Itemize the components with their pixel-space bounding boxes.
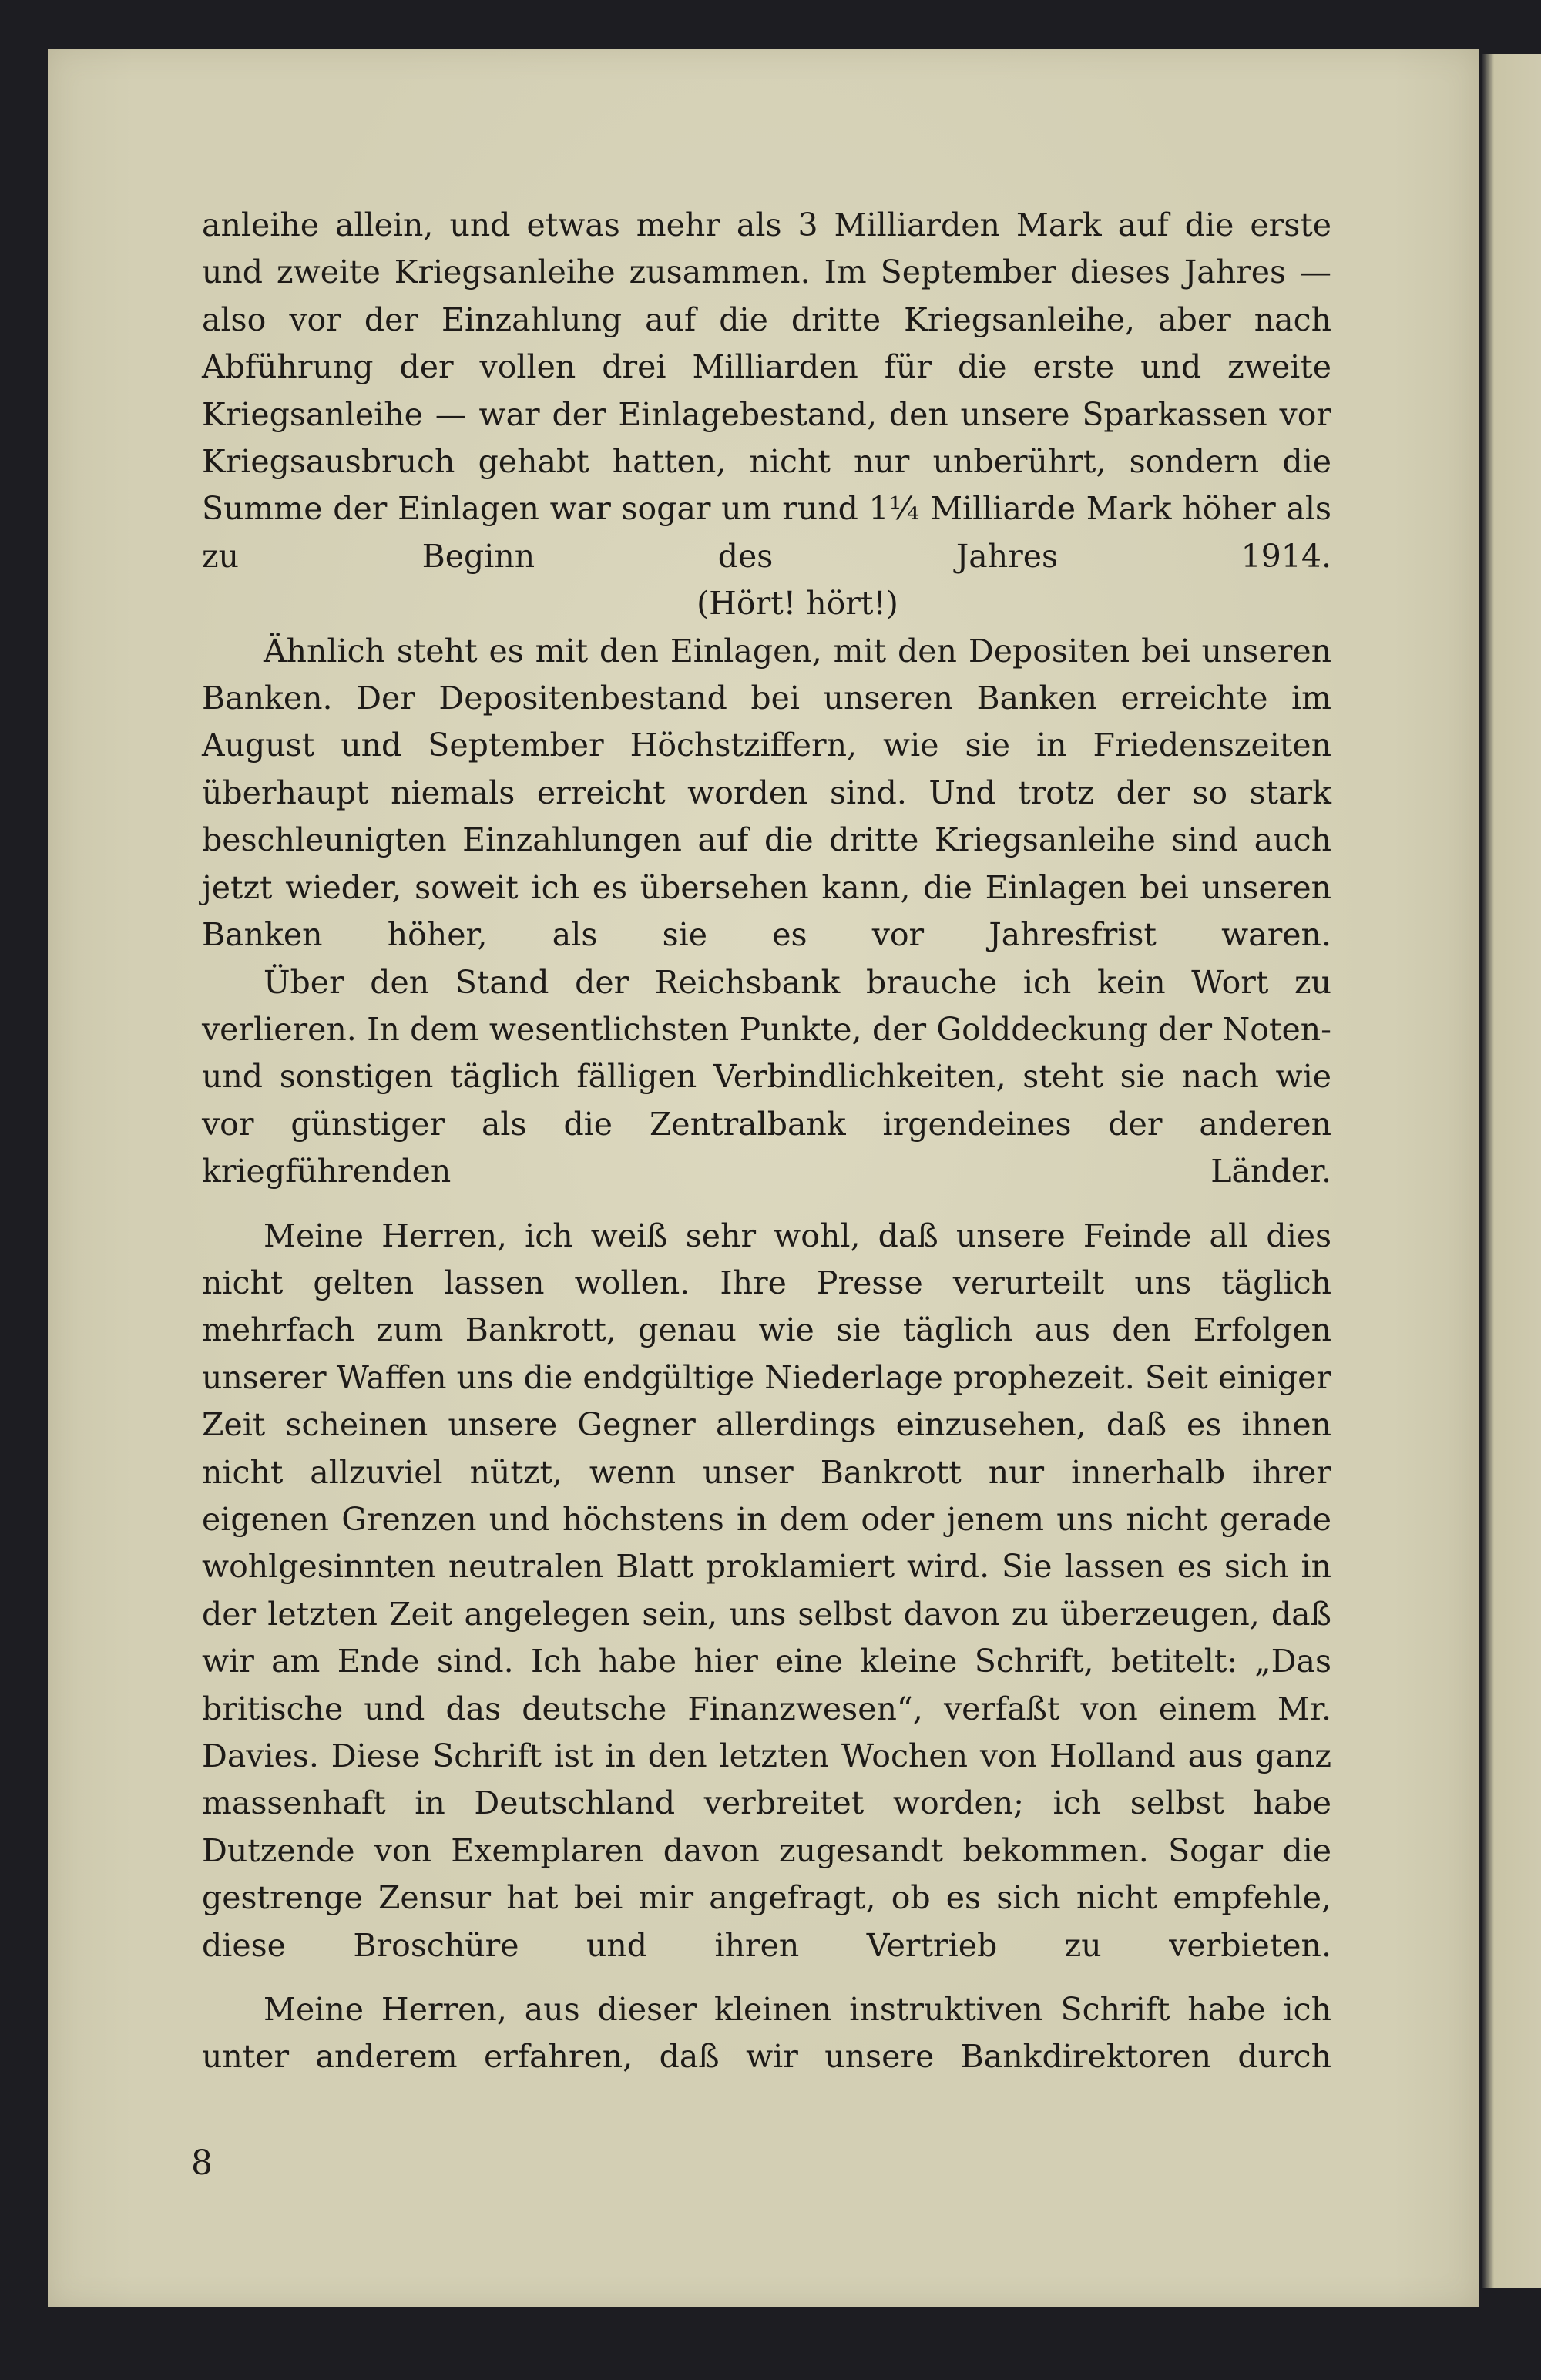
paragraph-continuation: anleihe allein, und etwas mehr als 3 Milliarden Mark auf die erste und zweite Kriegsanleihe zusammen. Im September dieses Jahres — also vor der Einzahlung auf die dritte Kriegsanleihe, aber nach Abführung der vollen drei Milliarden für die erste und zweite Kriegsanleihe — war der Einlagebestand, den unsere Sparkassen vor Kriegsausbruch gehabt hatten, nicht nur unberührt, sondern die Summe der Einlagen war sogar um rund 1¼ Milliarde Mark höher als zu Beginn des Jahres 1914. — [202, 206, 1331, 575]
paragraph-enemies: Meine Herren, ich weiß sehr wohl, daß unsere Feinde all dies nicht gelten lassen wollen. Ihre Presse verurteilt uns täglich mehrfach zum Bankrott, genau wie sie täglich aus den Erfolgen unserer Waffen uns die endgültige Niederlage prophezeit. Seit einiger Zeit scheinen unsere Gegner allerdings einzusehen, daß es ihnen nicht allzuviel nützt, wenn unser Bankrott nur innerhalb ihrer eigenen Grenzen und höchstens in dem oder jenem uns nicht gerade wohlgesinnten neutralen Blatt proklamiert wird. Sie lassen es sich in der letzten Zeit angelegen sein, uns selbst davon zu überzeugen, daß wir am Ende sind. Ich habe hier eine kleine Schrift, betitelt: „Das britische und das deutsche Finanzwesen“, verfaßt von einem Mr. Davies. Diese Schrift ist in den letzten Wochen von Holland aus ganz massenhaft in Deutschland verbreitet worden; ich selbst habe Dutzende von Exemplaren davon zugesandt bekommen. Sogar die gestrenge Zensur hat bei mir angefragt, ob es sich nicht empfehle, diese Broschüre und ihren Vertrieb zu verbieten. — [202, 1217, 1331, 1964]
page-number: 8 — [191, 2143, 213, 2183]
next-page-edge — [1482, 54, 1541, 2288]
interjection: (Hört! hört!) — [697, 585, 898, 623]
body-text — [202, 202, 1331, 2081]
paragraph-reichsbank: Über den Stand der Reichsbank brauche ich kein Wort zu verlieren. In dem wesentlichsten Punkte, der Golddeckung der Noten- und sonstigen täglich fälligen Verbindlichkeiten, steht sie nach wie vor günstiger als die Zentralbank irgendeines der anderen kriegführenden Länder. — [202, 963, 1331, 1190]
paragraph-final: Meine Herren, aus dieser kleinen instruktiven Schrift habe ich unter anderem erfahren, daß wir unsere Bankdirektoren durch — [202, 1991, 1331, 2076]
paragraph-deposits: Ähnlich steht es mit den Einlagen, mit den Depositen bei unseren Banken. Der Depositenbestand bei unseren Banken erreichte im August und September Höchstziffern, wie sie in Friedenszeiten überhaupt niemals erreicht worden sind. Und trotz der so stark beschleunigten Einzahlungen auf die dritte Kriegsanleihe sind auch jetzt wieder, soweit ich es übersehen kann, die Einlagen bei unseren Banken höher, als sie es vor Jahresfrist waren. — [202, 632, 1331, 954]
